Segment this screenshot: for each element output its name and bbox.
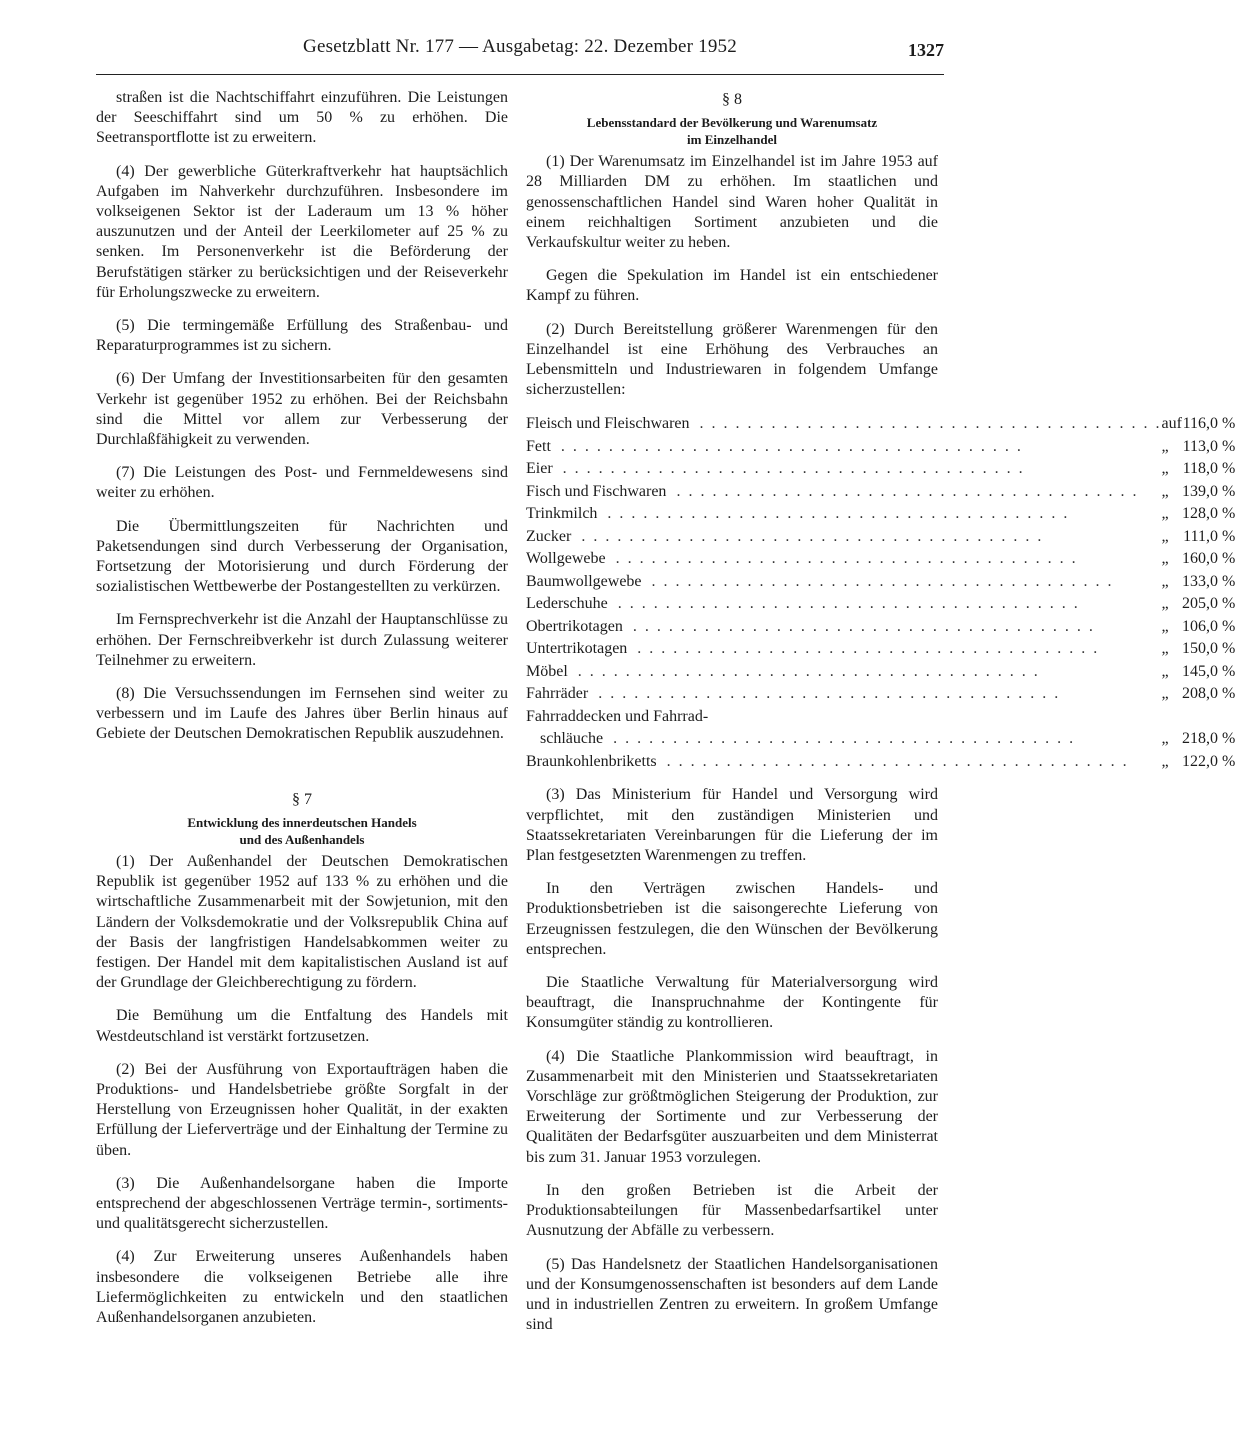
goods-prefix: „ — [1161, 640, 1169, 658]
dot-leader: . . . . . . . . . . . . . . . . . . . . . . . . . . . . . . . . . . . . . . . — [631, 640, 1100, 658]
goods-value: 150,0 % — [1181, 640, 1235, 658]
section-8-paragraph-after-6: (5) Das Handelsnetz der Staatlichen Handelsorganisationen und der Konsumgenossenschaften ist besonders auf dem Lande und in industriellen Zentren zu erweitern. In großem Umfange sind — [526, 1255, 938, 1334]
goods-value: 133,0 % — [1181, 572, 1235, 590]
goods-value: 111,0 % — [1183, 527, 1235, 545]
paragraph-3: (5) Die termingemäße Erfüllung des Straßenbau- und Reparaturprogrammes ist zu sichern. — [96, 317, 508, 355]
section-8-heading — [526, 114, 938, 148]
dot-leader: . . . . . . . . . . . . . . . . . . . . . . . . . . . . . . . . . . . . . . . — [609, 550, 1078, 568]
section-8-paragraph-after-2: In den Verträgen zwischen Handels- und Produktionsbetrieben ist die saisongerechte Lieferung von Erzeugnissen festzulegen, die den Wünschen der Bevölkerung entsprechen. — [526, 880, 938, 958]
paragraph-4: (6) Der Umfang der Investitionsarbeiten für den gesamten Verkehr ist gegenüber 1952 zu erhöhen. Bei der Reichsbahn sind die Mittel vor allem zur Verbesserung der Durchlaßfähigkeit zu verwenden. — [96, 370, 508, 449]
left-column — [96, 88, 508, 1341]
goods-value: 218,0 % — [1181, 730, 1235, 748]
right-column — [526, 88, 1235, 1348]
goods-value: 116,0 % — [1182, 415, 1235, 433]
goods-item: Zucker — [526, 528, 575, 545]
paragraph-8: (8) Die Versuchssendungen im Fernsehen sind weiter zu verbessern und im Laufe des Jahres über Berlin hinaus auf Gebiete der Deutschen Demokratischen Republik auszudehnen. — [96, 685, 508, 743]
section-7-paragraph-1: (1) Der Außenhandel der Deutschen Demokratischen Republik ist gegenüber 1952 auf 133 % zu erhöhen und die wirtschaftliche Zusammenarbeit mit der Sowjetunion, mit den Ländern der Volksdemokratie und der Volksrepublik China auf der Basis der langfristigen Handelsabkommen weiter zu festigen. Der Handel mit dem kapitalistischen Ausland ist auf der Grundlage der Gleichberechtigung zu fördern. — [96, 852, 508, 992]
section-7-heading-line2: und des Außenhandels — [239, 831, 365, 847]
goods-row-13 — [526, 683, 1235, 706]
goods-prefix: „ — [1161, 752, 1169, 770]
goods-item: Baumwollgewebe — [526, 573, 646, 590]
dot-leader: . . . . . . . . . . . . . . . . . . . . . . . . . . . . . . . . . . . . . . . — [556, 460, 1025, 478]
goods-value: 122,0 % — [1181, 752, 1235, 770]
goods-row-5 — [526, 503, 1235, 526]
goods-prefix: „ — [1161, 460, 1169, 478]
section-8-heading-line2: im Einzelhandel — [687, 132, 777, 148]
goods-item-line2: schläuche — [526, 730, 607, 747]
dot-leader: . . . . . . . . . . . . . . . . . . . . . . . . . . . . . . . . . . . . . . . — [554, 437, 1023, 455]
paragraph-6: Die Übermittlungszeiten für Nachrichten und Paketsendungen sind durch Verbesserung der Organisation, Fortsetzung der Motorisierung und durch Förderung der sozialistischen Wettbewerbe der Postangestellten zu verkürzen. — [96, 517, 508, 596]
goods-row-12 — [526, 661, 1235, 684]
section-8-paragraphs-after — [526, 785, 938, 1335]
goods-value: 128,0 % — [1181, 505, 1235, 523]
dot-leader: . . . . . . . . . . . . . . . . . . . . . . . . . . . . . . . . . . . . . . . — [607, 730, 1076, 748]
goods-row-7 — [526, 548, 1235, 571]
dot-leader: . . . . . . . . . . . . . . . . . . . . . . . . . . . . . . . . . . . . . . . — [611, 595, 1080, 613]
goods-item: Untertrikotagen — [526, 640, 631, 657]
goods-item: Wollgewebe — [526, 550, 610, 567]
page-header — [96, 30, 944, 75]
section-7-paragraph-4: (3) Die Außenhandelsorgane haben die Importe entsprechend der abgeschlossenen Verträge termin-, sortiments- und qualitätsgerecht sicherzustellen. — [96, 1174, 508, 1233]
dot-leader: . . . . . . . . . . . . . . . . . . . . . . . . . . . . . . . . . . . . . . . — [601, 505, 1070, 523]
section-8-paragraph-after-1: (3) Das Ministerium für Handel und Versorgung wird verpflichtet, mit den zuständigen Ministerien und Staatssekretariaten Vereinbarungen für die Lieferung der im Plan festgesetzten Warenmengen zu treffen. — [526, 786, 938, 865]
section-8-paragraph-after-3: Die Staatliche Verwaltung für Materialversorgung wird beauftragt, die Inanspruchnahme der Kontingente für Konsumgüter ständig zu kontrollieren. — [526, 974, 938, 1032]
goods-item: Eier — [526, 460, 557, 477]
goods-row-2 — [526, 436, 1235, 459]
goods-prefix: „ — [1161, 505, 1169, 523]
goods-prefix: „ — [1161, 437, 1169, 455]
goods-prefix: „ — [1161, 482, 1169, 500]
goods-row-11 — [526, 638, 1235, 661]
goods-row-last — [526, 751, 1235, 774]
goods-row-1 — [526, 413, 1235, 436]
goods-prefix: „ — [1161, 662, 1169, 680]
section-7-paragraphs — [96, 852, 508, 1328]
dot-leader: . . . . . . . . . . . . . . . . . . . . . . . . . . . . . . . . . . . . . . . — [645, 572, 1114, 590]
goods-row-3 — [526, 458, 1235, 481]
section-7-paragraph-2: Die Bemühung um die Entfaltung des Handels mit Westdeutschland ist verstärkt fortzusetzen. — [96, 1007, 508, 1045]
goods-prefix: „ — [1161, 685, 1169, 703]
goods-prefix: „ — [1161, 527, 1169, 545]
goods-item: Obertrikotagen — [526, 618, 627, 635]
goods-prefix: „ — [1161, 550, 1169, 568]
goods-value: 205,0 % — [1181, 595, 1235, 613]
goods-value: 145,0 % — [1181, 662, 1235, 680]
goods-value: 118,0 % — [1182, 460, 1235, 478]
goods-value: 139,0 % — [1181, 482, 1235, 500]
paragraph-2: (4) Der gewerbliche Güterkraftverkehr hat hauptsächlich Aufgaben im Nahverkehr durchzuführen. Insbesondere im volkseigenen Sektor ist der Laderaum um 13 % höher auszunutzen und der Anteil der Leerkilometer auf 25 % zu senken. Im Personenverkehr ist die Beförderung der Berufstätigen stärker zu berücksichtigen und der Reiseverkehr für Erholungszwecke zu erweitern. — [96, 162, 508, 301]
goods-prefix: „ — [1161, 617, 1169, 635]
dot-leader: . . . . . . . . . . . . . . . . . . . . . . . . . . . . . . . . . . . . . . . — [592, 685, 1061, 703]
goods-row-multiline-1 — [526, 706, 1235, 729]
dot-leader: . . . . . . . . . . . . . . . . . . . . . . . . . . . . . . . . . . . . . . . — [575, 527, 1044, 545]
dot-leader: . . . . . . . . . . . . . . . . . . . . . . . . . . . . . . . . . . . . . . . — [670, 482, 1139, 500]
paragraph-7: Im Fernsprechverkehr ist die Anzahl der Hauptanschlüsse zu erhöhen. Der Fernschreibverkehr ist durch Zulassung weiterer Teilnehmer zu erweitern. — [96, 611, 508, 669]
goods-row-10 — [526, 616, 1235, 639]
section-8-paragraph-after-5: In den großen Betrieben ist die Arbeit der Produktionsabteilungen für Massenbedarfsartikel unter Ausnutzung der Abfälle zu verbessern. — [526, 1181, 938, 1240]
goods-item: Fisch und Fischwaren — [526, 483, 670, 500]
section-8-heading-line1: Lebensstandard der Bevölkerung und Warenumsatz — [586, 115, 878, 131]
goods-prefix: auf — [1161, 415, 1182, 433]
page-number: 1327 — [908, 40, 944, 60]
section-8-paragraph-2: Gegen die Spekulation im Handel ist ein entschiedener Kampf zu führen. — [526, 267, 938, 305]
section-8-number: § 8 — [722, 91, 742, 108]
section-7-heading — [96, 814, 508, 848]
section-8-paragraph-after-4: (4) Die Staatliche Plankommission wird beauftragt, in Zusammenarbeit mit den Ministerien und Staatssekretariaten Vorschläge zur größtmöglichen Steigerung der Produktion, zur Erweiterung der Sortimente und zur Verbesserung der Qualitäten der Bedarfsgüter auszuarbeiten und dem Ministerrat bis zum 31. Januar 1953 vorzulegen. — [526, 1047, 938, 1166]
section-7-number: § 7 — [292, 790, 312, 808]
paragraph-1: straßen ist die Nachtschiffahrt einzuführen. Die Leistungen der Seeschiffahrt sind um 50 % zu erhöhen. Die Seetransportflotte ist zu erweitern. — [96, 89, 508, 147]
section-8-paragraphs-before — [526, 152, 938, 400]
left-paragraphs — [96, 88, 508, 745]
goods-value: 113,0 % — [1182, 437, 1235, 455]
section-7-paragraph-3: (2) Bei der Ausführung von Exportaufträgen haben die Produktions- und Handelsbetriebe größte Sorgfalt in der Herstellung von Erzeugnissen hoher Qualität, in der exakten Erfüllung der Lieferverträge und der Einhaltung der Termine zu üben. — [96, 1060, 508, 1159]
goods-prefix: „ — [1161, 595, 1169, 613]
goods-prefix: „ — [1161, 730, 1169, 748]
goods-item: Fleisch und Fleischwaren — [526, 415, 694, 432]
goods-item-line1: Fahrraddecken und Fahrrad- — [526, 707, 709, 725]
goods-item: Möbel — [526, 663, 572, 680]
goods-value: 160,0 % — [1181, 550, 1235, 568]
header-title: Gesetzblatt Nr. 177 — Ausgabetag: 22. Dezember 1952 — [303, 36, 737, 57]
goods-row-multiline-2 — [526, 728, 1235, 751]
goods-row-8 — [526, 571, 1235, 594]
dot-leader: . . . . . . . . . . . . . . . . . . . . . . . . . . . . . . . . . . . . . . . — [626, 617, 1095, 635]
goods-row-9 — [526, 593, 1235, 616]
goods-item: Braunkohlenbriketts — [526, 753, 661, 770]
goods-value: 208,0 % — [1181, 685, 1235, 703]
goods-row-6 — [526, 526, 1235, 549]
goods-value: 106,0 % — [1181, 617, 1235, 635]
dot-leader: . . . . . . . . . . . . . . . . . . . . . . . . . . . . . . . . . . . . . . . — [693, 415, 1162, 433]
goods-prefix: „ — [1161, 572, 1169, 590]
paragraph-5: (7) Die Leistungen des Post- und Fernmeldewesens sind weiter zu erhöhen. — [96, 464, 508, 502]
section-8-paragraph-3: (2) Durch Bereitstellung größerer Warenmengen für den Einzelhandel ist eine Erhöhung des Verbrauches an Lebensmitteln und Industriewaren in folgendem Umfange sicherzustellen: — [526, 320, 938, 399]
goods-table — [526, 413, 1235, 773]
goods-item: Fahrräder — [526, 685, 592, 702]
goods-item: Trinkmilch — [526, 505, 601, 522]
section-7-paragraph-5: (4) Zur Erweiterung unseres Außenhandels haben insbesondere die volkseigenen Betriebe alle ihre Liefermöglichkeiten zu entwickeln und den staatlichen Außenhandelsorganen anzubieten. — [96, 1248, 508, 1326]
dot-leader: . . . . . . . . . . . . . . . . . . . . . . . . . . . . . . . . . . . . . . . — [660, 752, 1129, 770]
goods-row-4 — [526, 481, 1235, 504]
dot-leader: . . . . . . . . . . . . . . . . . . . . . . . . . . . . . . . . . . . . . . . — [571, 662, 1040, 680]
goods-item: Lederschuhe — [526, 595, 612, 612]
section-8-paragraph-1: (1) Der Warenumsatz im Einzelhandel ist im Jahre 1953 auf 28 Milliarden DM zu erhöhen. Im staatlichen und genossenschaftlichen Handel sind Waren hoher Qualität in einem reichhaltigen Sortiment anzubieten und die Verkaufskultur weiter zu heben. — [526, 153, 938, 252]
section-7-heading-line1: Entwicklung des innerdeutschen Handels — [187, 814, 417, 830]
goods-item: Fett — [526, 438, 555, 455]
